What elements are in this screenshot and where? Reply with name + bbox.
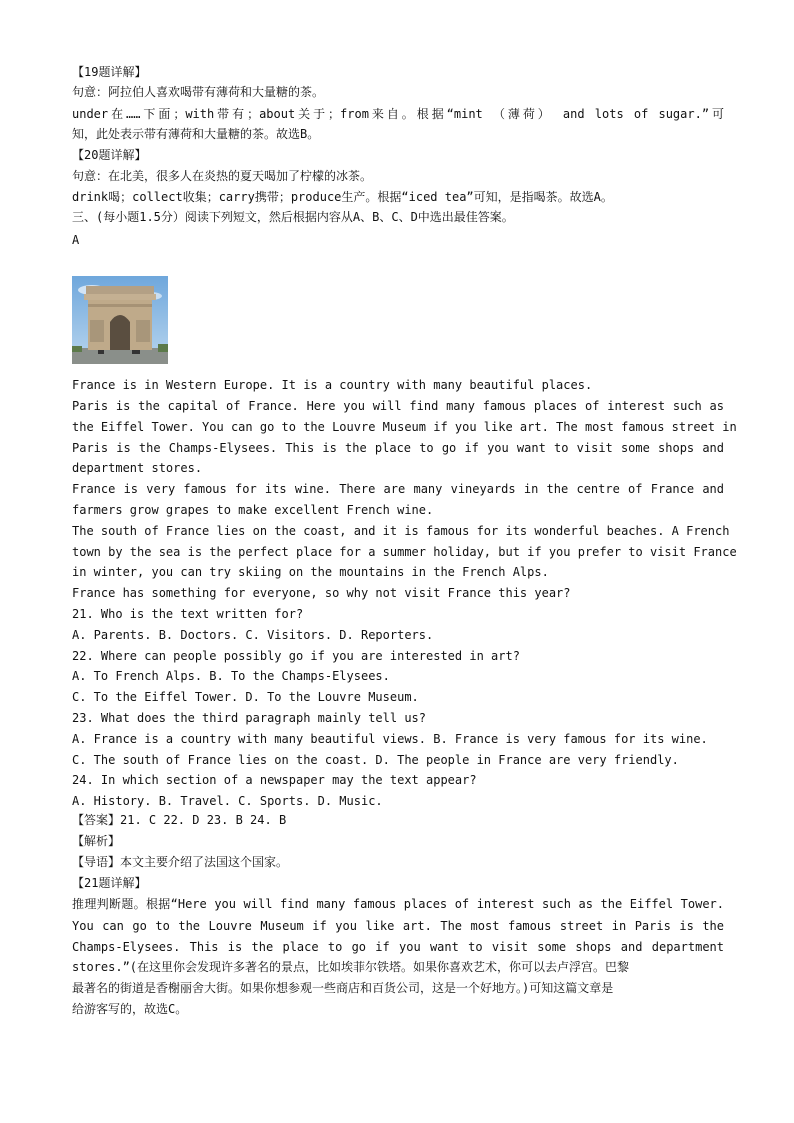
question-24: 24. In which section of a newspaper may the text appear? [72,773,477,787]
explanation-line: You can go to the Louvre Museum if you like art. The most famous street in Paris is the [72,919,724,933]
explanation-line: drink喝；collect收集；carry携带；produce生产。根据“iced tea”可知，是指喝茶。故选A。 [72,190,613,204]
arc-de-triomphe-photo [72,276,168,364]
passage-line: town by the sea is the perfect place for a summer holiday, but if you prefer to visit France [72,545,737,559]
passage-line: France has something for everyone, so why not visit France this year? [72,586,571,600]
passage-line: Paris is the Champs-Elysees. This is the place to go if you want to visit some shops and [72,441,724,455]
passage-line: The south of France lies on the coast, and it is famous for its wonderful beaches. A French [72,524,730,538]
question-21: 21. Who is the text written for? [72,607,304,621]
explanation-line: 句意：阿拉伯人喜欢喝带有薄荷和大量糖的茶。 [72,85,325,99]
question-22-options: C. To the Eiffel Tower. D. To the Louvre Museum. [72,690,419,704]
explanation-line: 知，此处表示带有薄荷和大量糖的茶。故选B。 [72,127,320,141]
question-23: 23. What does the third paragraph mainly tell us? [72,711,427,725]
analysis-heading: 【解析】 [72,834,121,848]
passage-line: France is very famous for its wine. There are many vineyards in the centre of France and [72,482,724,496]
explanation-line: stores.”(在这里你会发现许多著名的景点，比如埃菲尔铁塔。如果你喜欢艺术，你可以去卢浮宫。巴黎 [72,960,630,974]
answer-key: 【答案】21. C 22. D 23. B 24. B [72,813,287,827]
question-24-options: A. History. B. Travel. C. Sports. D. Music. [72,794,383,808]
intro-line: 【导语】本文主要介绍了法国这个国家。 [72,855,289,869]
passage-line: farmers grow grapes to make excellent French wine. [72,503,434,517]
part-three-instruction: 三、(每小题1.5分）阅读下列短文，然后根据内容从A、B、C、D中选出最佳答案。 [72,210,514,224]
section-heading-21: 【21题详解】 [72,876,147,890]
passage-line: the Eiffel Tower. You can go to the Louvre Museum if you like art. The most famous street in [72,420,737,434]
question-22: 22. Where can people possibly go if you are interested in art? [72,649,520,663]
question-21-options: A. Parents. B. Doctors. C. Visitors. D. Reporters. [72,628,434,642]
section-heading-20: 【20题详解】 [72,148,147,162]
explanation-line: 给游客写的，故选C。 [72,1002,188,1016]
explanation-line: under在……下面；with带有；about关于；from来自。根据“mint （薄荷） and lots of sugar.”可 [72,107,724,121]
explanation-line: 句意：在北美，很多人在炎热的夏天喝加了柠檬的冰茶。 [72,169,373,183]
passage-line: department stores. [72,461,203,475]
explanation-line: Champs-Elysees. This is the place to go if you want to visit some shops and department [72,940,724,954]
passage-line: France is in Western Europe. It is a country with many beautiful places. [72,378,593,392]
question-23-options: C. The south of France lies on the coast. D. The people in France are very friendly. [72,753,679,767]
passage-line: Paris is the capital of France. Here you will find many famous places of interest such as [72,399,724,413]
question-23-options: A. France is a country with many beautiful views. B. France is very famous for its wine. [72,732,708,746]
passage-label: A [72,233,80,247]
question-22-options: A. To French Alps. B. To the Champs-Elysees. [72,669,390,683]
passage-line: in winter, you can try skiing on the mountains in the French Alps. [72,565,549,579]
explanation-line: 推理判断题。根据“Here you will find many famous places of interest such as the Eiffel Tower. [72,897,724,911]
explanation-line: 最著名的街道是香榭丽舍大街。如果你想参观一些商店和百货公司，这是一个好地方。)可知这篇文章是 [72,981,614,995]
section-heading-19: 【19题详解】 [72,65,147,79]
